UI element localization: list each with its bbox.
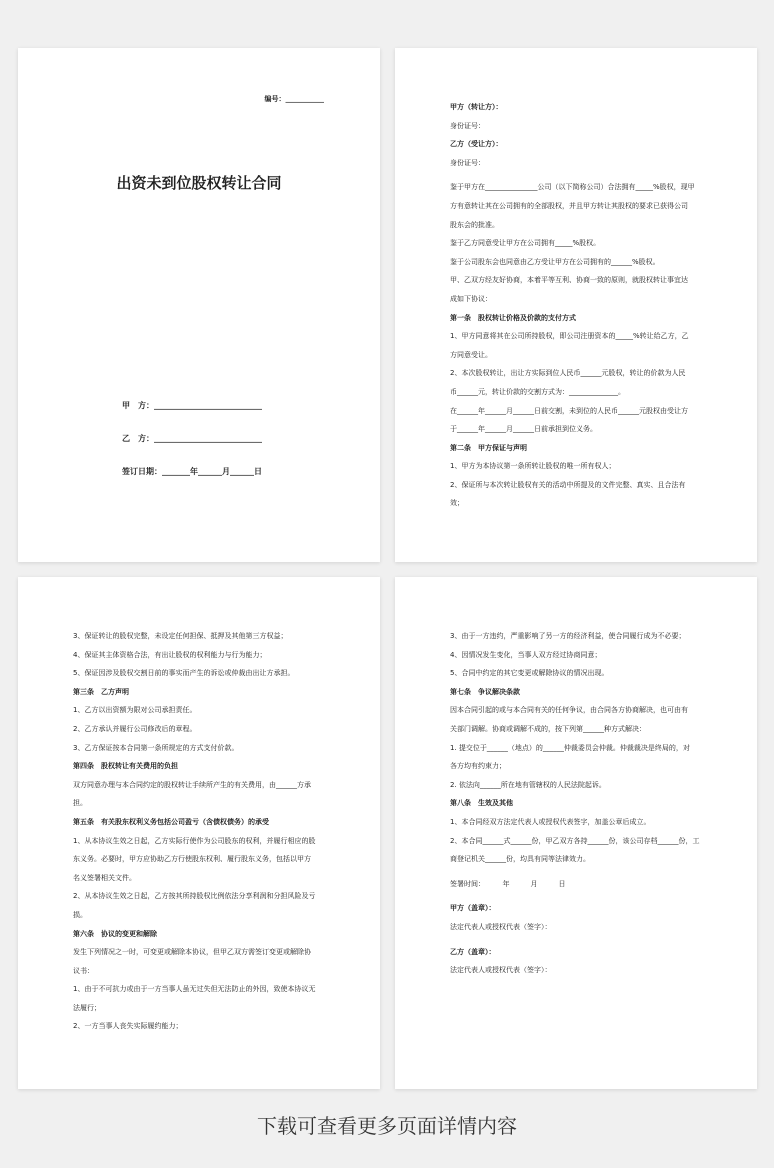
clause-heading: 第八条 生效及其他 xyxy=(450,799,513,808)
contract-line: 于______年______月______日前承担到位义务。 xyxy=(450,425,597,434)
contract-line: 鉴于甲方在_______________公司（以下简称公司）合法拥有_____%股权，现甲 xyxy=(450,183,695,192)
party-b-line: 乙 方：___________________________ xyxy=(122,434,262,443)
contract-page-3 xyxy=(18,577,380,1089)
contract-line: 1、本合同经双方法定代表人或授权代表签字，加盖公章后成立。 xyxy=(450,817,651,826)
contract-line: 关部门调解。协商或调解不成的，按下列第______种方式解决： xyxy=(450,724,646,733)
contract-line: 3、乙方保证按本合同第一条所规定的方式支付价款。 xyxy=(73,743,239,752)
contract-line: 各方均有约束力； xyxy=(450,762,506,771)
contract-line: 方同意受让。 xyxy=(450,350,492,359)
contract-line: 2. 依法向______所在地有管辖权的人民法院起诉。 xyxy=(450,780,606,789)
clause-heading: 乙方（受让方）： xyxy=(450,140,503,149)
party-a-line: 甲 方：___________________________ xyxy=(122,401,262,410)
contract-line: 4、保证其主体资格合法，有出让股权的权利能力与行为能力； xyxy=(73,650,267,659)
clause-heading: 第七条 争议解决条款 xyxy=(450,687,520,696)
contract-line: 身份证号： xyxy=(450,158,485,167)
contract-line: 1. 提交位于______（地点）的______仲裁委员会仲裁。仲裁裁决是终局的，对 xyxy=(450,743,690,752)
contract-page-2 xyxy=(395,48,757,562)
clause-heading: 第五条 有关股东权利义务包括公司盈亏（含债权债务）的承受 xyxy=(73,817,269,826)
contract-line: 3、由于一方违约，严重影响了另一方的经济利益，使合同履行成为不必要； xyxy=(450,632,686,640)
contract-line: 法定代表人或授权代表（签字）： xyxy=(450,922,552,931)
contract-number: 编号：___________ xyxy=(264,95,324,103)
contract-line: 2、本次股权转让，出让方实际到位人民币______元股权，转让的价款为人民 xyxy=(450,369,686,378)
contract-line: 鉴于公司股东会也同意由乙方受让甲方在公司拥有的______%股权。 xyxy=(450,257,660,266)
contract-line: 法定代表人或授权代表（签字）： xyxy=(450,966,552,975)
contract-line: 名义签署相关文件。 xyxy=(73,873,136,882)
contract-cover-page xyxy=(18,48,380,562)
contract-line: 股东会的批准。 xyxy=(450,220,499,229)
contract-line: 5、合同中约定的其它变更或解除协议的情况出现。 xyxy=(450,669,609,678)
contract-line: 因本合同引起的或与本合同有关的任何争议，由合同各方协商解决，也可由有 xyxy=(450,706,688,715)
contract-line: 1、乙方以出资额为限对公司承担责任。 xyxy=(73,706,197,715)
download-more-caption[interactable]: 下载可查看更多页面详情内容 xyxy=(257,1114,517,1138)
contract-line: 损。 xyxy=(73,910,87,919)
contract-line: 法履行； xyxy=(73,1003,101,1012)
contract-line: 商登记机关______份，均具有同等法律效力。 xyxy=(450,855,590,864)
clause-heading: 第六条 协议的变更和解除 xyxy=(73,929,157,938)
contract-line: 5、保证因涉及股权交割日前的事实而产生的诉讼或仲裁由出让方承担。 xyxy=(73,669,295,678)
contract-line: 双方同意办理与本合同约定的股权转让手续所产生的有关费用，由______方承 xyxy=(73,780,311,789)
contract-line: 发生下列情况之一时，可变更或解除本协议，但甲乙双方需签订变更或解除协 xyxy=(73,948,311,957)
clause-heading: 甲方（盖章）： xyxy=(450,904,496,913)
sign-date-line: 签订日期：_______年______月______日 xyxy=(122,467,262,476)
contract-line: 币______元，转让价款的交割方式为：______________。 xyxy=(450,387,625,396)
contract-line: 东义务。必要时，甲方应协助乙方行使股东权利、履行股东义务，包括以甲方 xyxy=(73,855,311,864)
contract-line: 成如下协议： xyxy=(450,294,492,303)
clause-heading: 第四条 股权转让有关费用的负担 xyxy=(73,762,178,771)
contract-line: 方有意转让其在公司拥有的全部股权，并且甲方转让其股权的要求已获得公司 xyxy=(450,201,688,210)
contract-line: 1、甲方为本协议第一条所转让股权的唯一所有权人； xyxy=(450,462,616,471)
page-2-body xyxy=(450,98,705,513)
contract-line: 1、甲方同意将其在公司所持股权，即公司注册资本的_____%转让给乙方，乙 xyxy=(450,332,689,341)
contract-line: 鉴于乙方同意受让甲方在公司拥有_____%股权。 xyxy=(450,239,601,248)
contract-line: 议书： xyxy=(73,966,94,975)
clause-heading: 甲方（转让方）： xyxy=(450,103,503,111)
contract-page-4 xyxy=(395,577,757,1089)
page-4-body xyxy=(450,627,705,980)
page-3-body xyxy=(73,627,328,1036)
contract-line: 担。 xyxy=(73,799,87,808)
contract-line: 1、从本协议生效之日起，乙方实际行使作为公司股东的权利，并履行相应的股 xyxy=(73,836,316,845)
contract-line: 身份证号： xyxy=(450,121,485,130)
contract-line: 2、从本协议生效之日起，乙方按其所持股权比例依法分享利润和分担风险及亏 xyxy=(73,892,316,901)
contract-line: 效； xyxy=(450,499,464,508)
clause-heading: 乙方（盖章）： xyxy=(450,947,496,956)
contract-title: 出资未到位股权转让合同 xyxy=(116,174,282,192)
contract-line: 3、保证转让的股权完整，未设定任何担保、抵押及其他第三方权益； xyxy=(73,632,288,640)
contract-line: 2、一方当事人丧失实际履约能力； xyxy=(73,1022,183,1031)
contract-line: 2、乙方承认并履行公司修改后的章程。 xyxy=(73,724,197,733)
contract-line: 签署时间： 年 月 日 xyxy=(450,879,566,888)
contract-line: 2、保证所与本次转让股权有关的活动中所提及的文件完整、真实、且合法有 xyxy=(450,480,686,489)
contract-line: 在______年______月______日前交割，未到位的人民币______元股权由受让方 xyxy=(450,406,688,415)
contract-line: 4、因情况发生变化，当事人双方经过协商同意； xyxy=(450,650,602,659)
contract-line: 2、本合同______式______份，甲乙双方各持______份，该公司存档______份，工 xyxy=(450,836,700,845)
clause-heading: 第一条 股权转让价格及价款的支付方式 xyxy=(450,313,576,322)
clause-heading: 第二条 甲方保证与声明 xyxy=(450,443,527,452)
contract-line: 甲、乙双方经友好协商，本着平等互利、协商一致的原则，就股权转让事宜达 xyxy=(450,276,688,285)
clause-heading: 第三条 乙方声明 xyxy=(73,687,129,696)
contract-line: 1、由于不可抗力或由于一方当事人虽无过失但无法防止的外因，致使本协议无 xyxy=(73,985,316,994)
